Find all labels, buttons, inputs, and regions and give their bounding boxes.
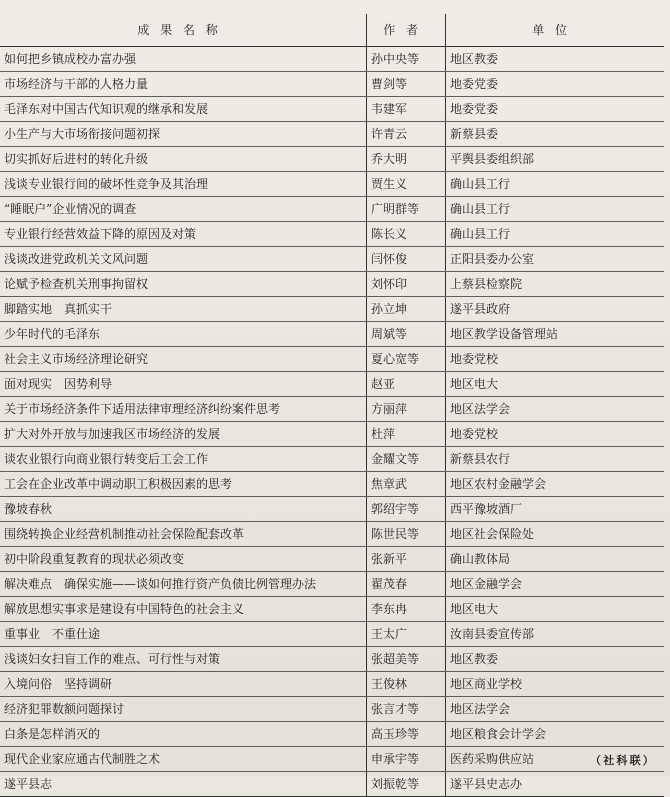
cell-title: 解决难点 确保实施——谈如何推行资产负债比例管理办法: [0, 572, 367, 597]
cell-author: 高玉珍等: [367, 722, 446, 747]
cell-title: 围绕转换企业经营机制推动社会保险配套改革: [0, 522, 367, 547]
cell-unit: 地区粮食会计学会: [446, 722, 665, 747]
cell-author: 闫怀俊: [367, 247, 446, 272]
table-row: [0, 222, 664, 247]
table-row: [0, 147, 664, 172]
cell-unit: 地区社会保险处: [446, 522, 665, 547]
cell-title: 面对现实 因势利导: [0, 372, 367, 397]
cell-title: 市场经济与干部的人格力量: [0, 72, 367, 97]
cell-author: 方丽萍: [367, 397, 446, 422]
table-row: [0, 747, 664, 772]
table-row: [0, 522, 664, 547]
cell-unit: 地区金融学会: [446, 572, 665, 597]
cell-title: 论赋予检查机关刑事拘留权: [0, 272, 367, 297]
cell-unit: 地委党校: [446, 347, 665, 372]
table-row: [0, 297, 664, 322]
cell-unit: 新蔡县农行: [446, 447, 665, 472]
cell-unit: 西平豫坡酒厂: [446, 497, 665, 522]
table-row: [0, 447, 664, 472]
header-author: 作者: [367, 14, 446, 47]
cell-author: 张新平: [367, 547, 446, 572]
source-note: （社科联）: [590, 754, 656, 767]
cell-unit: 确山教体局: [446, 547, 665, 572]
cell-unit: 地区商业学校: [446, 672, 665, 697]
table-row: [0, 72, 664, 97]
cell-title: 经济犯罪数额问题探讨: [0, 697, 367, 722]
cell-unit: 汝南县委宣传部: [446, 622, 665, 647]
table-row: [0, 372, 664, 397]
table-row: [0, 272, 664, 297]
table-row: [0, 197, 664, 222]
cell-author: 申承宇等: [367, 747, 446, 772]
table-row: [0, 322, 664, 347]
cell-title: 专业银行经营效益下降的原因及对策: [0, 222, 367, 247]
table-row: [0, 422, 664, 447]
cell-title: 浅谈改进党政机关文风问题: [0, 247, 367, 272]
table-body: [0, 47, 664, 797]
cell-title: 豫坡春秋: [0, 497, 367, 522]
cell-title: 小生产与大市场衔接问题初探: [0, 122, 367, 147]
table-row: [0, 547, 664, 572]
cell-title: 切实抓好后进村的转化升级: [0, 147, 367, 172]
cell-title: 现代企业家应通古代制胜之术: [0, 747, 367, 772]
cell-author: 夏心宽等: [367, 347, 446, 372]
cell-title: 如何把乡镇成校办富办强: [0, 47, 367, 72]
cell-author: 杜萍: [367, 422, 446, 447]
cell-author: 郭绍宇等: [367, 497, 446, 522]
cell-author: 翟茂春: [367, 572, 446, 597]
cell-title: 毛泽东对中国古代知识观的继承和发展: [0, 97, 367, 122]
table-row: [0, 572, 664, 597]
cell-author: 李东冉: [367, 597, 446, 622]
cell-unit: 正阳县委办公室: [446, 247, 665, 272]
cell-author: 金耀文等: [367, 447, 446, 472]
cell-unit: 地委党委: [446, 97, 665, 122]
cell-title: 少年时代的毛泽东: [0, 322, 367, 347]
cell-unit: 确山县工行: [446, 222, 665, 247]
table-row: [0, 622, 664, 647]
cell-unit: 平舆县委组织部: [446, 147, 665, 172]
cell-unit: 地委党校: [446, 422, 665, 447]
cell-author: 焦章武: [367, 472, 446, 497]
cell-author: 许青云: [367, 122, 446, 147]
cell-title: 浅谈专业银行间的破坏性竞争及其治理: [0, 172, 367, 197]
cell-unit: 地区教学设备管理站: [446, 322, 665, 347]
cell-title: 遂平县志: [0, 772, 367, 797]
table-row: [0, 672, 664, 697]
table-row: [0, 122, 664, 147]
table-row: [0, 247, 664, 272]
cell-title: 谈农业银行向商业银行转变后工会工作: [0, 447, 367, 472]
table-row: [0, 647, 664, 672]
cell-title: 浅谈妇女扫盲工作的难点、可行性与对策: [0, 647, 367, 672]
cell-unit: 医药采购供应站: [446, 747, 665, 772]
header-unit: 单位: [446, 14, 665, 47]
cell-author: 张超美等: [367, 647, 446, 672]
table-row: [0, 497, 664, 522]
cell-author: 刘振乾等: [367, 772, 446, 797]
cell-title: 脚踏实地 真抓实干: [0, 297, 367, 322]
cell-unit: 新蔡县委: [446, 122, 665, 147]
cell-author: 贾生义: [367, 172, 446, 197]
cell-unit: 地区法学会: [446, 697, 665, 722]
cell-author: 陈长义: [367, 222, 446, 247]
cell-unit: 遂平县政府: [446, 297, 665, 322]
cell-unit: 确山县工行: [446, 172, 665, 197]
cell-unit: 地委党委: [446, 72, 665, 97]
cell-title: 初中阶段重复教育的现状必须改变: [0, 547, 367, 572]
cell-author: 赵亚: [367, 372, 446, 397]
cell-title: “睡眠户”企业情况的调查: [0, 197, 367, 222]
cell-title: 重事业 不重仕途: [0, 622, 367, 647]
cell-author: 孙中央等: [367, 47, 446, 72]
table-row: [0, 772, 664, 797]
table-row: [0, 347, 664, 372]
cell-author: 韦建军: [367, 97, 446, 122]
cell-unit: 确山县工行: [446, 197, 665, 222]
cell-title: 社会主义市场经济理论研究: [0, 347, 367, 372]
cell-title: 入境问俗 坚持调研: [0, 672, 367, 697]
cell-author: 周斌等: [367, 322, 446, 347]
cell-unit: 地区电大: [446, 372, 665, 397]
cell-title: 关于市场经济条件下适用法律审理经济纠纷案件思考: [0, 397, 367, 422]
table-row: [0, 397, 664, 422]
cell-unit: 上蔡县检察院: [446, 272, 665, 297]
header-title: 成果名称: [0, 14, 367, 47]
table-row: [0, 97, 664, 122]
cell-author: 陈世民等: [367, 522, 446, 547]
cell-unit: 地区电大: [446, 597, 665, 622]
table-row: [0, 172, 664, 197]
table-header-row: [0, 14, 664, 47]
cell-author: 刘怀印: [367, 272, 446, 297]
cell-title: 解放思想实事求是建设有中国特色的社会主义: [0, 597, 367, 622]
table-row: [0, 597, 664, 622]
table-row: [0, 47, 664, 72]
cell-title: 扩大对外开放与加速我区市场经济的发展: [0, 422, 367, 447]
cell-author: 广明群等: [367, 197, 446, 222]
cell-author: 曹剑等: [367, 72, 446, 97]
table-row: [0, 722, 664, 747]
cell-author: 王俊林: [367, 672, 446, 697]
table-row: [0, 472, 664, 497]
cell-author: 乔大明: [367, 147, 446, 172]
cell-unit: 地区法学会: [446, 397, 665, 422]
cell-unit: 地区农村金融学会: [446, 472, 665, 497]
results-table: [0, 14, 664, 797]
cell-unit: 地区教委: [446, 47, 665, 72]
cell-author: 张言才等: [367, 697, 446, 722]
cell-title: 工会在企业改革中调动职工积极因素的思考: [0, 472, 367, 497]
cell-author: 王太广: [367, 622, 446, 647]
cell-unit: 地区教委: [446, 647, 665, 672]
cell-author: 孙立坤: [367, 297, 446, 322]
table-row: [0, 697, 664, 722]
cell-unit: 遂平县史志办: [446, 772, 665, 797]
cell-title: 白条是怎样消灭的: [0, 722, 367, 747]
